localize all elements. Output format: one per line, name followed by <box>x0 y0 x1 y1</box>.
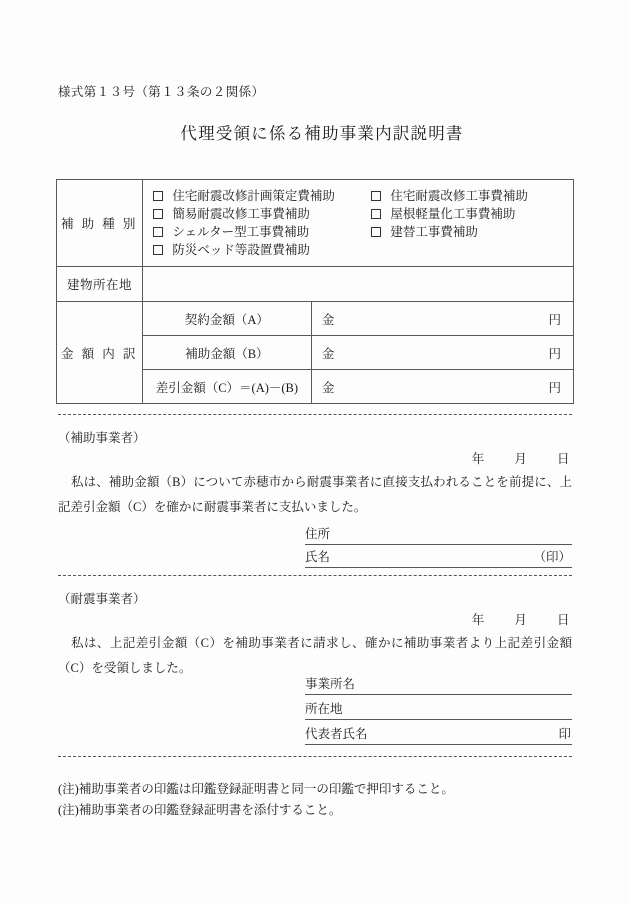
field-name-subsidy-operator[interactable] <box>305 546 572 568</box>
statement-seismic-contractor: 私は、上記差引金額（C）を補助事業者に請求し、確かに補助事業者より上記差引金額（C）を受領しました。 <box>58 636 572 675</box>
table-row-contract-amount <box>57 302 574 336</box>
checkbox-icon[interactable] <box>153 245 164 256</box>
checkbox-icon[interactable] <box>371 209 382 220</box>
date-line-seismic-contractor[interactable] <box>472 610 570 628</box>
date-day-label: 日 <box>556 452 570 466</box>
checkbox-row[interactable] <box>153 241 371 259</box>
checkbox-row[interactable] <box>153 205 371 223</box>
amount-unit: 円 <box>548 380 561 395</box>
balance-amount-label: 差引金額（C）＝(A)－(B) <box>142 370 311 404</box>
contract-amount-label: 契約金額（A） <box>142 302 311 336</box>
divider-dashed-middle <box>58 575 572 576</box>
field-seal-mark: 印 <box>558 727 571 741</box>
note-item: (注)補助事業者の印鑑は印鑑登録証明書と同一の印鑑で押印すること。 <box>58 782 454 796</box>
amount-prefix: 金 <box>321 380 335 395</box>
checkbox-row[interactable] <box>153 187 371 205</box>
date-month-label: 月 <box>514 452 528 466</box>
checkbox-label: 簡易耐震改修工事費補助 <box>172 206 310 221</box>
field-label: 事業所名 <box>305 677 356 691</box>
checkbox-icon[interactable] <box>153 191 164 202</box>
subsidy-amount-value[interactable] <box>311 336 573 370</box>
field-label: 住所 <box>305 527 331 541</box>
amount-breakdown-label: 金 額 内 訳 <box>57 302 143 404</box>
checkbox-label: 屋根軽量化工事費補助 <box>390 206 516 221</box>
subsidy-type-options-right <box>371 187 528 259</box>
checkbox-label: 住宅耐震改修工事費補助 <box>390 188 528 203</box>
document-title: 代理受領に係る補助事業内訳説明書 <box>180 124 464 143</box>
amount-unit: 円 <box>548 312 561 327</box>
date-day-label: 日 <box>556 613 570 627</box>
subsidy-amount-label: 補助金額（B） <box>142 336 311 370</box>
field-address-subsidy-operator[interactable] <box>305 523 572 545</box>
date-month-label: 月 <box>514 613 528 627</box>
checkbox-icon[interactable] <box>371 191 382 202</box>
checkbox-row[interactable] <box>153 223 371 241</box>
table-row-subsidy-type <box>57 180 574 267</box>
field-label: 所在地 <box>305 702 343 716</box>
checkbox-row[interactable] <box>371 223 528 241</box>
checkbox-label: 建替工事費補助 <box>390 224 478 239</box>
divider-dashed-top <box>58 414 572 415</box>
field-representative-name-seismic-contractor[interactable] <box>305 723 572 745</box>
checkbox-icon[interactable] <box>153 227 164 238</box>
field-label: 氏名 <box>305 550 331 564</box>
date-year-label: 年 <box>471 613 485 627</box>
statement-subsidy-operator: 私は、補助金額（B）について赤穂市から耐震事業者に直接支払われることを前提に、上記差引金額（C）を確かに耐震事業者に支払いました。 <box>58 475 572 514</box>
checkbox-label: 住宅耐震改修計画策定費補助 <box>172 188 335 203</box>
field-label: 代表者氏名 <box>305 727 368 741</box>
checkbox-label: シェルター型工事費補助 <box>172 224 310 239</box>
party-label-subsidy-operator: （補助事業者） <box>58 431 146 445</box>
balance-amount-value[interactable] <box>311 370 573 404</box>
checkbox-row[interactable] <box>371 187 528 205</box>
amount-unit: 円 <box>548 346 561 361</box>
form-details-table <box>56 179 574 404</box>
checkbox-label: 防災ベッド等設置費補助 <box>172 242 310 257</box>
subsidy-type-options-left <box>153 187 371 259</box>
field-office-name-seismic-contractor[interactable] <box>305 673 572 695</box>
divider-dashed-bottom <box>58 756 572 757</box>
field-location-seismic-contractor[interactable] <box>305 698 572 720</box>
subsidy-type-label: 補 助 種 別 <box>57 180 143 267</box>
building-location-value[interactable] <box>142 267 573 302</box>
field-seal-mark: （印） <box>533 550 571 564</box>
note-item: (注)補助事業者の印鑑登録証明書を添付すること。 <box>58 803 342 817</box>
checkbox-row[interactable] <box>371 205 528 223</box>
table-row-building-location <box>57 267 574 302</box>
amount-prefix: 金 <box>321 346 335 361</box>
building-location-label: 建物所在地 <box>57 267 143 302</box>
contract-amount-value[interactable] <box>311 302 573 336</box>
checkbox-icon[interactable] <box>371 227 382 238</box>
subsidy-type-options <box>142 180 573 267</box>
amount-prefix: 金 <box>321 312 335 327</box>
form-number: 様式第１３号（第１３条の２関係） <box>58 85 265 99</box>
checkbox-icon[interactable] <box>153 209 164 220</box>
date-year-label: 年 <box>471 452 485 466</box>
date-line-subsidy-operator[interactable] <box>472 449 570 467</box>
party-label-seismic-contractor: （耐震事業者） <box>58 592 146 606</box>
